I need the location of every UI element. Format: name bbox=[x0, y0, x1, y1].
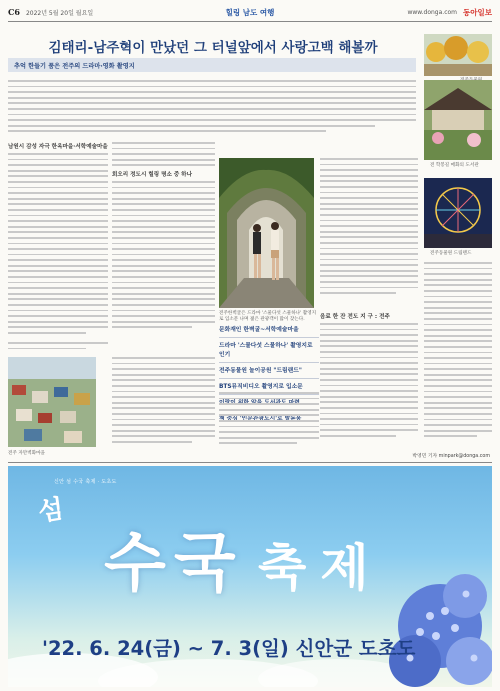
tunnel-photo bbox=[219, 158, 314, 308]
pullquote-line-1: 문화재인 한벽굴~서학예술마을 bbox=[219, 326, 319, 338]
section-head-3: 음료 한 잔 전도 지 구 : 전주 bbox=[320, 314, 390, 320]
pullquote-line-2: 드라마 '스물다섯 스물하나' 촬영지로 인기 bbox=[219, 342, 319, 363]
ad-title-hydrangea: 수국 bbox=[104, 526, 244, 601]
garden-photo bbox=[424, 80, 492, 160]
section-head-2: 회오리 정도시 힐링 명소 중 하나 bbox=[112, 171, 192, 178]
amusement-park-photo bbox=[424, 178, 492, 248]
intro-text bbox=[8, 80, 416, 138]
page-header bbox=[8, 4, 492, 20]
ad-rule bbox=[8, 462, 492, 463]
column-1 bbox=[8, 142, 108, 352]
column-3 bbox=[320, 158, 418, 308]
column-2-lower bbox=[112, 357, 215, 452]
header-rule bbox=[8, 21, 492, 22]
newspaper-logo: 동아일보 bbox=[463, 7, 492, 17]
tunnel-caption: 전주한벽굴은 드라마 '스물다섯 스물하나' 촬영지로 입소문 나며 젊은 관광객이 많이 찾는다. bbox=[219, 311, 317, 322]
pullquote-line-4: BTS뮤직비디오 촬영지로 입소문 bbox=[219, 383, 319, 395]
article-subhead: 추억 한들기 품은 전주의 드라마·영화 촬영지 bbox=[8, 58, 416, 72]
section-title: 힐링 남도 여행 bbox=[225, 7, 275, 17]
site-url: www.donga.com bbox=[407, 8, 458, 16]
article-headline: 김태리-남주혁이 만났던 그 터널앞에서 사랑고백 해볼까 bbox=[48, 40, 378, 56]
garden-caption: 전 학봉길 매화의 도서관 bbox=[430, 163, 479, 168]
column-6 bbox=[424, 262, 492, 448]
ad-title-festival: 축제 bbox=[258, 538, 383, 597]
column-5 bbox=[320, 312, 418, 452]
night-caption: 전주동물원 드림랜드 bbox=[430, 251, 472, 256]
trees-photo bbox=[424, 34, 492, 76]
section-head-1: 남원시 감성 자극 한옥마을·서학예술마을 bbox=[8, 144, 108, 150]
woman-figure-right bbox=[271, 222, 279, 280]
village-photo bbox=[8, 357, 96, 447]
ad-subtitle: 신안 섬 수국 축제 · 도초도 bbox=[54, 479, 117, 485]
article-byline: 박영민 기자 minpark@donga.com bbox=[412, 454, 490, 459]
pullquote-line-3: 전주동물원 놀이공원 "드림랜드" bbox=[219, 367, 319, 379]
publish-date: 2022년 5월 20일 월요일 bbox=[25, 9, 94, 17]
ad-title-island: 섬 bbox=[36, 494, 66, 528]
hydrangea-flowers bbox=[370, 566, 492, 687]
village-caption: 전주 자만벽화마을 bbox=[8, 451, 45, 456]
festival-date: '22. 6. 24(금) ~ 7. 3(일) 신안군 도초도 bbox=[42, 637, 416, 660]
column-2 bbox=[112, 142, 215, 352]
festival-advertisement bbox=[8, 466, 492, 687]
page-number: C6 bbox=[8, 7, 20, 17]
column-1-tail bbox=[8, 342, 108, 354]
column-3-lower bbox=[219, 392, 319, 452]
woman-figure-left bbox=[253, 224, 261, 278]
